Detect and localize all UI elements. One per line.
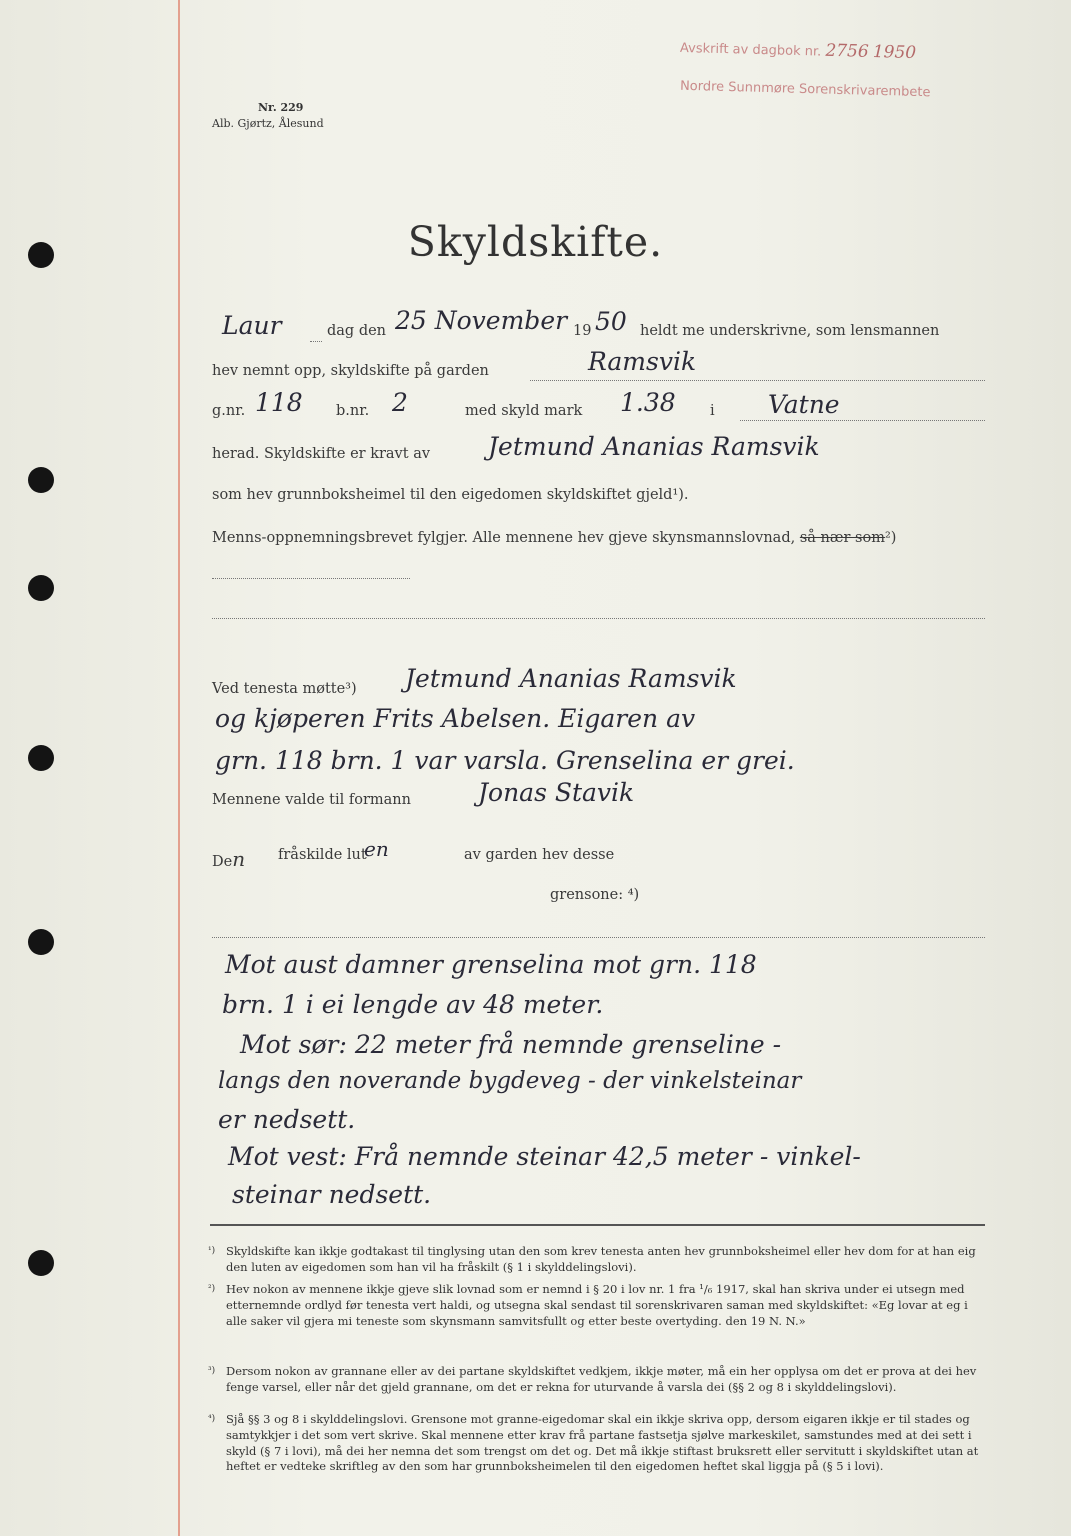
punch-hole [28, 575, 54, 601]
punch-hole [28, 467, 54, 493]
handwritten-date: 25 November [395, 306, 568, 335]
handwritten-year: 50 [595, 307, 627, 336]
bnr-label: b.nr. [336, 403, 370, 419]
handwritten-skyld: 1.38 [620, 388, 676, 417]
handwritten-met-line2: og kjøperen Frits Abelsen. Eigaren av [215, 704, 696, 733]
footnote-3 [208, 1364, 986, 1396]
stamp-number: 2756 [825, 40, 869, 62]
dotted-line [212, 578, 410, 579]
boundary-line: steinar nedsett. [232, 1180, 432, 1209]
boundary-line: Mot aust damner grenselina mot grn. 118 [225, 950, 757, 979]
printer-number: Nr. 229 [258, 101, 304, 114]
text-line2: hev nemnt opp, skyldskifte på garden [212, 363, 489, 379]
footnote-text: Dersom nokon av grannane eller av dei partane skyldskiftet vedkjem, ikkje møter, må ein her opplysa om det er prova at dei hev fenge varsel, eller når det gjeld grannane, om det er rekna for uturvande å varsla dei (§§ 2 og 8 i skylddelingslovi). [226, 1364, 977, 1394]
av-garden-label: av garden hev desse [464, 847, 615, 863]
i-label: i [710, 403, 715, 419]
year-prefix: 19 [573, 323, 592, 339]
handwritten-herad: Vatne [768, 390, 840, 419]
footnote-2 [208, 1282, 986, 1329]
grensone-label: grensone: ⁴) [550, 887, 640, 903]
dotted-line [740, 420, 985, 421]
fraskilde-label: fråskilde lut [278, 847, 367, 863]
dotted-line [310, 341, 322, 342]
stamp-year: 1950 [872, 41, 917, 64]
boundary-line: er nedsett. [218, 1105, 356, 1134]
day-label: dag den [327, 323, 387, 339]
handwritten-farm: Ramsvik [588, 347, 697, 376]
text-line1: heldt me underskrivne, som lensmannen [640, 323, 940, 339]
printer-name: Alb. Gjørtz, Ålesund [212, 117, 324, 130]
registry-stamp-line2: Nordre Sunnmøre Sorenskrivarembete [679, 78, 931, 101]
handwritten-gnr: 118 [255, 388, 303, 417]
text-line5-end: ²) [884, 530, 897, 546]
handwritten-lut-suffix: en [364, 837, 389, 861]
registry-stamp-line1 [680, 37, 917, 63]
text-line5 [212, 530, 896, 546]
footnote-text: Hev nokon av mennene ikkje gjeve slik lovnad som er nemnd i § 20 i lov nr. 1 fra ¹/₆ 1917, skal han skriva under ei utsegn med etternemnde ordlyd før tenesta vert haldi, og utsegna skal sendast til sorenskrivaren saman med skyldskiftet: «Eg lovar at eg i alle saker vil gjera mi teneste som skynsmann samvitsfullt og etter beste overtyding. den 19 N. N.» [226, 1282, 968, 1328]
gnr-label: g.nr. [212, 403, 246, 419]
footnote-mark: ⁴) [208, 1414, 216, 1424]
stamp-prefix: Avskrift av dagbok nr. [679, 40, 822, 60]
dotted-line [212, 618, 985, 619]
punch-hole [28, 745, 54, 771]
footnote-mark: ³) [208, 1366, 216, 1376]
de-prefix: De [212, 854, 233, 870]
handwritten-met-line1: Jetmund Ananias Ramsvik [405, 664, 737, 693]
dotted-line [212, 937, 985, 938]
handwritten-bnr: 2 [392, 388, 408, 417]
boundary-line: langs den noverande bygdeveg - der vinkelsteinar [218, 1068, 802, 1094]
footnote-text: Sjå §§ 3 og 8 i skylddelingslovi. Grensone mot granne-eigedomar skal ein ikkje skriva opp, dersom eigaren ikkje er til stades og samtykkjer i det som vert skrive. Skal mennene etter krav frå partane fastsetja sjølve markeskilet, samstundes med at dei sett i skyld (§ 7 i lovi), må dei her nemna det som trengst om det og. Det må ikkje stiftast bruksrett eller servitutt i skyldskiftet utan at heftet er vedteke skriftleg av den som har grunnboksheimelen til den eigedomen heftet skal liggja på (§ 5 i lovi). [226, 1412, 979, 1474]
text-line5-main: Menns-oppnemningsbrevet fylgjer. Alle mennene hev gjeve skynsmannslovnad, [212, 530, 796, 546]
text-line3: herad. Skyldskifte er kravt av [212, 446, 431, 462]
footnote-4 [208, 1412, 986, 1475]
dotted-line [530, 380, 985, 381]
handwritten-met-line3: grn. 118 brn. 1 var varsla. Grenselina er grei. [215, 746, 795, 775]
boundary-line: Mot vest: Frå nemnde steinar 42,5 meter - vinkel- [228, 1142, 861, 1171]
handwritten-day: Laur [222, 311, 282, 340]
handwritten-claimant: Jetmund Ananias Ramsvik [488, 432, 820, 461]
de-label [212, 847, 245, 871]
footnote-text: Skyldskifte kan ikkje godtakast til tinglysing utan den som krev tenesta anten hev grunnboksheimel eller hev dom for at han eig den luten av eigedomen som han vil ha fråskilt (§ 1 i skylddelingslovi). [226, 1244, 976, 1274]
footnote-1 [208, 1244, 986, 1276]
punch-hole [28, 929, 54, 955]
text-line5-struck: så nær som [799, 530, 885, 546]
handwritten-de-suffix: n [232, 847, 246, 871]
footnote-mark: ²) [208, 1284, 216, 1294]
met-label: Ved tenesta møtte³) [212, 681, 357, 697]
footnote-mark: ¹) [208, 1246, 216, 1256]
boundary-line: Mot sør: 22 meter frå nemnde grenseline - [240, 1030, 782, 1059]
punch-hole [28, 1250, 54, 1276]
footnote-rule [210, 1224, 985, 1226]
page-title: Skyldskifte. [407, 218, 664, 266]
boundary-line: brn. 1 i ei lengde av 48 meter. [222, 990, 604, 1019]
handwritten-chairman: Jonas Stavik [478, 778, 635, 807]
skyld-label: med skyld mark [465, 403, 583, 419]
chairman-label: Mennene valde til formann [212, 792, 411, 808]
text-line4: som hev grunnboksheimel til den eigedomen skyldskiftet gjeld¹). [212, 487, 689, 503]
